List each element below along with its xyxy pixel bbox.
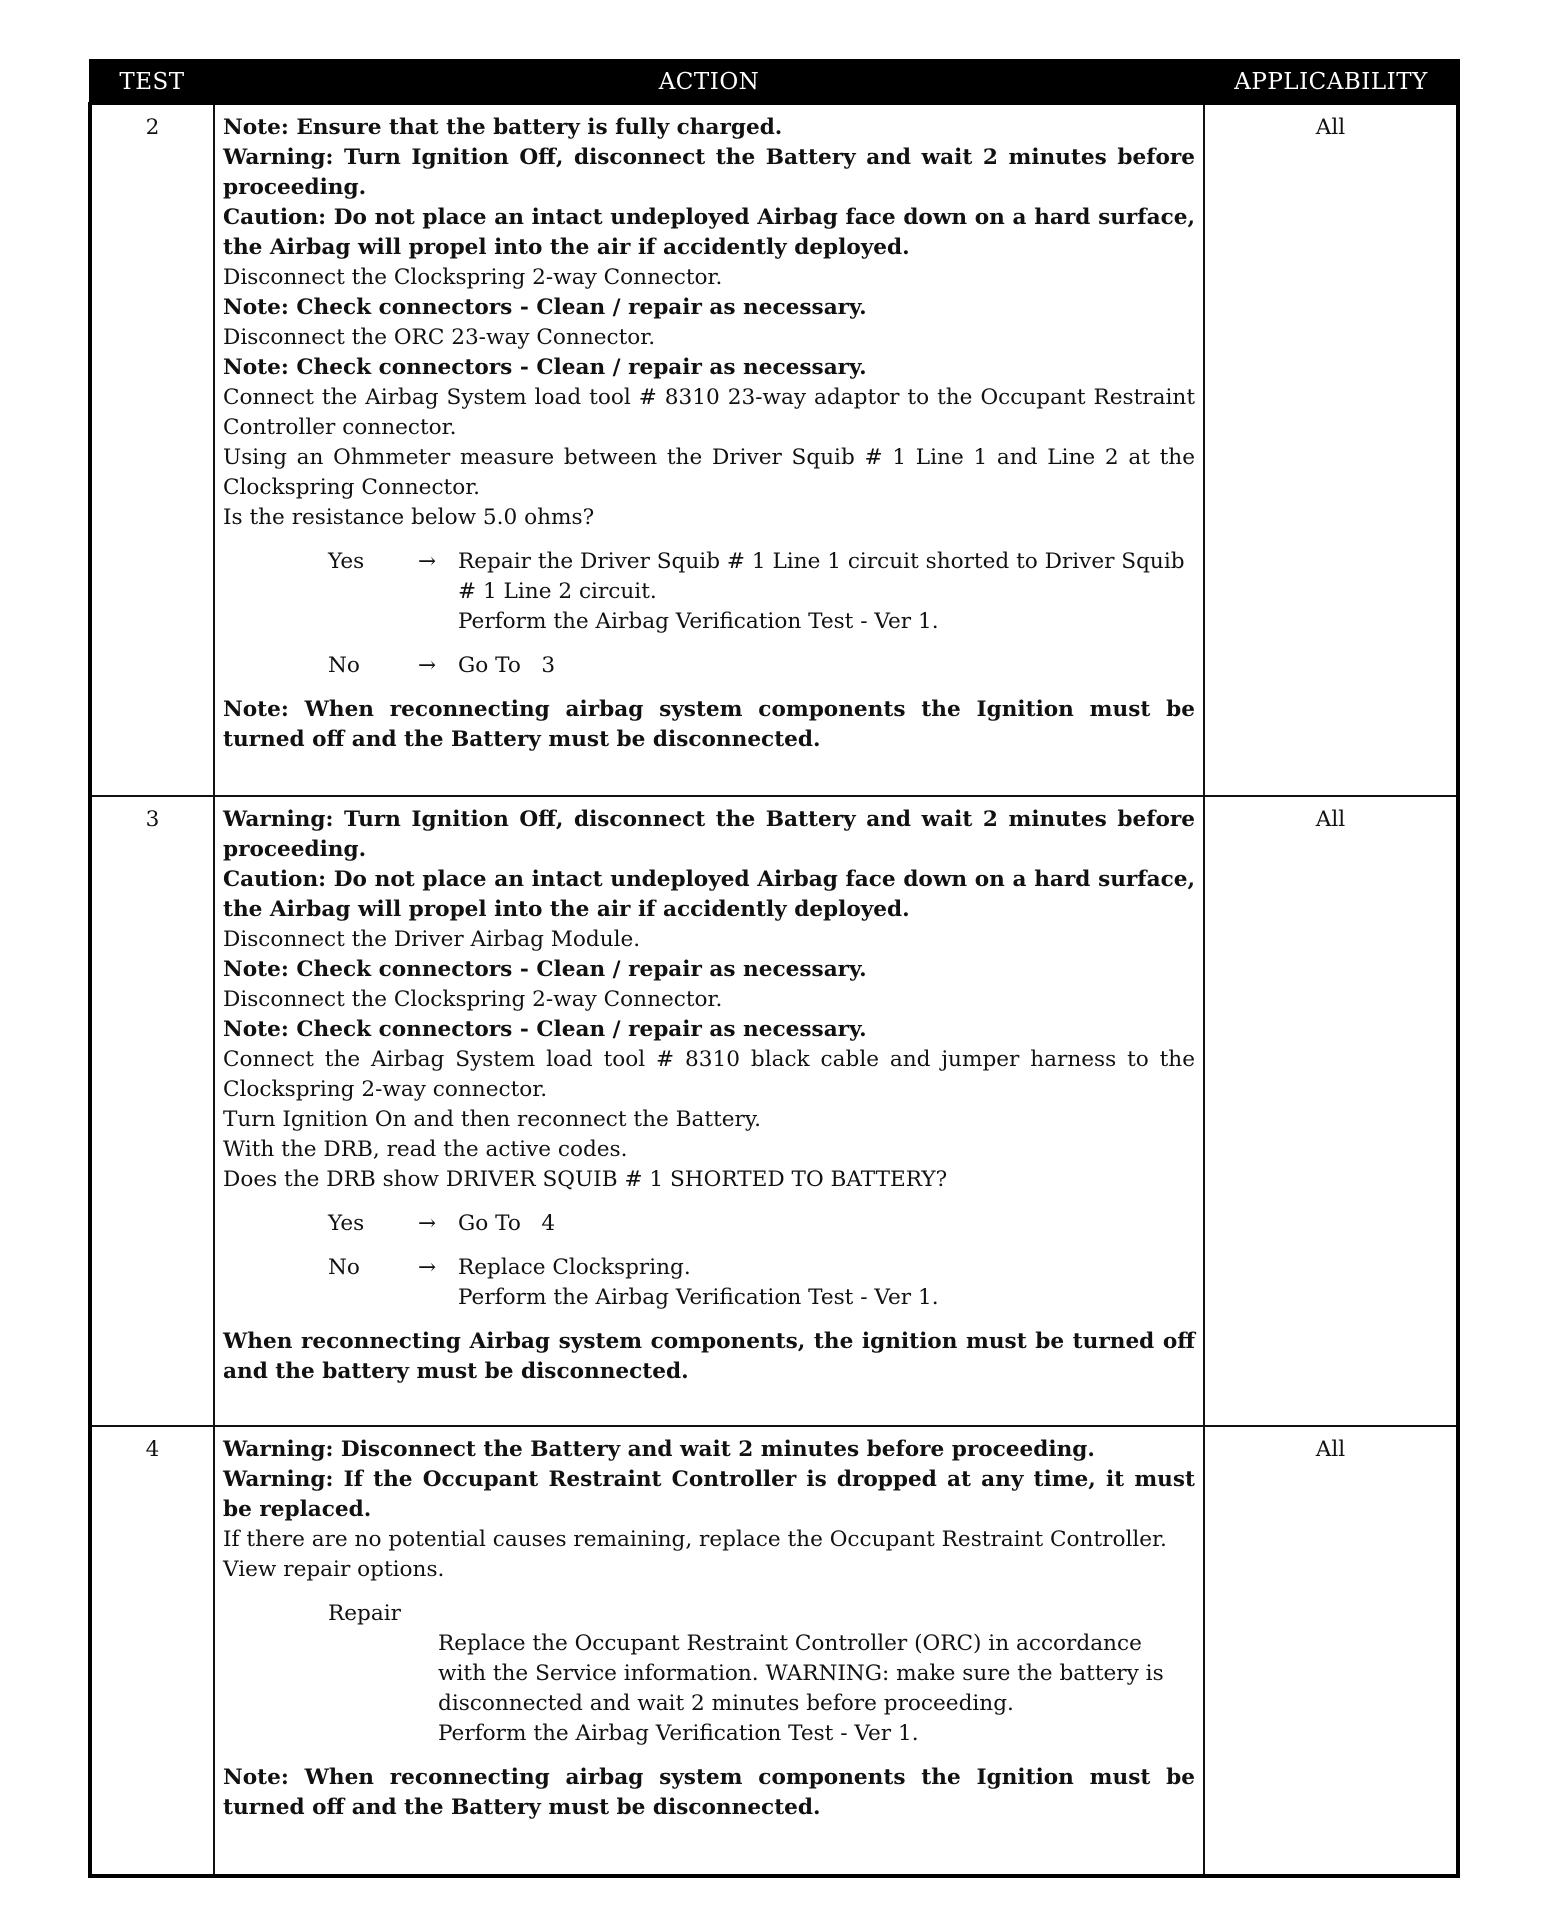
repair-label: Repair <box>328 1600 401 1626</box>
test-number: 3 <box>90 796 214 1426</box>
action-line: Is the resistance below 5.0 ohms? <box>223 505 595 530</box>
procedure-sheet <box>88 59 1456 1878</box>
yes-label: Yes <box>328 1210 365 1236</box>
reconnect-note: When reconnecting Airbag system components, the ignition must be turned off and the battery must be disconnected. <box>223 1328 1195 1384</box>
test-number: 2 <box>90 104 214 796</box>
action-line: Disconnect the Clockspring 2-way Connector. <box>223 265 723 290</box>
applicability-value: All <box>1204 796 1458 1426</box>
action-line: Connect the Airbag System load tool # 8310 black cable and jumper harness to the Clockspring 2-way connector. <box>223 1046 1195 1102</box>
action-line: Caution: Do not place an intact undeployed Airbag face down on a hard surface, the Airbag will propel into the air if accidently deployed. <box>223 205 1195 260</box>
action-line: Disconnect the ORC 23-way Connector. <box>223 325 656 350</box>
yes-result: Go To 4 <box>458 1210 556 1236</box>
yes-branch <box>328 547 1195 637</box>
action-line: Disconnect the Clockspring 2-way Connector. <box>223 986 723 1012</box>
action-line: Caution: Do not place an intact undeployed Airbag face down on a hard surface, the Airbag will propel into the air if accidently deployed. <box>223 866 1195 922</box>
no-branch <box>328 651 1195 681</box>
action-line: Warning: Turn Ignition Off, disconnect the Battery and wait 2 minutes before proceeding. <box>223 145 1195 200</box>
header-row <box>90 61 1458 104</box>
header-action: ACTION <box>214 61 1204 104</box>
action-line: View repair options. <box>223 1556 445 1582</box>
test-row-4 <box>90 1426 1458 1876</box>
action-line: Note: Check connectors - Clean / repair as necessary. <box>223 355 867 380</box>
arrow-icon: → <box>418 1254 437 1280</box>
yes-branch <box>328 1209 1195 1239</box>
arrow-icon: → <box>418 549 437 574</box>
reconnect-note: Note: When reconnecting airbag system components the Ignition must be turned off and the Battery must be disconnected. <box>223 697 1195 752</box>
action-line: Note: Check connectors - Clean / repair as necessary. <box>223 295 867 320</box>
header-applicability: APPLICABILITY <box>1204 61 1458 104</box>
header-test: TEST <box>90 61 214 104</box>
action-line: With the DRB, read the active codes. <box>223 1136 628 1162</box>
no-branch <box>328 1253 1195 1313</box>
action-line: Connect the Airbag System load tool # 8310 23-way adaptor to the Occupant Restraint Controller connector. <box>223 385 1195 440</box>
action-line: Using an Ohmmeter measure between the Driver Squib # 1 Line 1 and Line 2 at the Clockspring Connector. <box>223 445 1195 500</box>
action-cell <box>214 104 1204 796</box>
applicability-value: All <box>1204 1426 1458 1876</box>
action-line: Warning: Disconnect the Battery and wait 2 minutes before proceeding. <box>223 1436 1095 1462</box>
test-row-3 <box>90 796 1458 1426</box>
arrow-icon: → <box>418 653 437 678</box>
action-line: Warning: If the Occupant Restraint Controller is dropped at any time, it must be replaced. <box>223 1466 1195 1522</box>
applicability-value: All <box>1204 104 1458 796</box>
no-label: No <box>328 1254 360 1280</box>
action-line: If there are no potential causes remaining, replace the Occupant Restraint Controller. <box>223 1526 1167 1552</box>
reconnect-note: Note: When reconnecting airbag system components the Ignition must be turned off and the Battery must be disconnected. <box>223 1764 1195 1820</box>
action-line: Turn Ignition On and then reconnect the Battery. <box>223 1106 762 1132</box>
yes-result: Repair the Driver Squib # 1 Line 1 circuit shorted to Driver Squib # 1 Line 2 circuit. Perform the Airbag Verification Test - Ver 1. <box>458 549 1185 634</box>
action-line: Note: Check connectors - Clean / repair as necessary. <box>223 956 867 982</box>
action-line: Does the DRB show DRIVER SQUIB # 1 SHORTED TO BATTERY? <box>223 1166 948 1192</box>
action-line: Note: Ensure that the battery is fully charged. <box>223 115 783 140</box>
action-line: Disconnect the Driver Airbag Module. <box>223 926 641 952</box>
action-line: Warning: Turn Ignition Off, disconnect the Battery and wait 2 minutes before proceeding. <box>223 806 1195 862</box>
action-line: Note: Check connectors - Clean / repair as necessary. <box>223 1016 867 1042</box>
arrow-icon: → <box>418 1210 437 1236</box>
no-label: No <box>328 653 360 678</box>
action-cell <box>214 796 1204 1426</box>
action-cell <box>214 1426 1204 1876</box>
yes-label: Yes <box>328 549 365 574</box>
test-number: 4 <box>90 1426 214 1876</box>
test-row-2 <box>90 104 1458 796</box>
no-result: Replace Clockspring. Perform the Airbag Verification Test - Ver 1. <box>458 1254 939 1310</box>
repair-result: Replace the Occupant Restraint Controller (ORC) in accordance with the Service information. WARNING: make sure the battery is disconnected and wait 2 minutes before proceeding. Perform the Airbag Verification Test - Ver 1. <box>438 1630 1164 1746</box>
diagnostic-table <box>88 59 1460 1878</box>
no-result: Go To 3 <box>458 653 556 678</box>
